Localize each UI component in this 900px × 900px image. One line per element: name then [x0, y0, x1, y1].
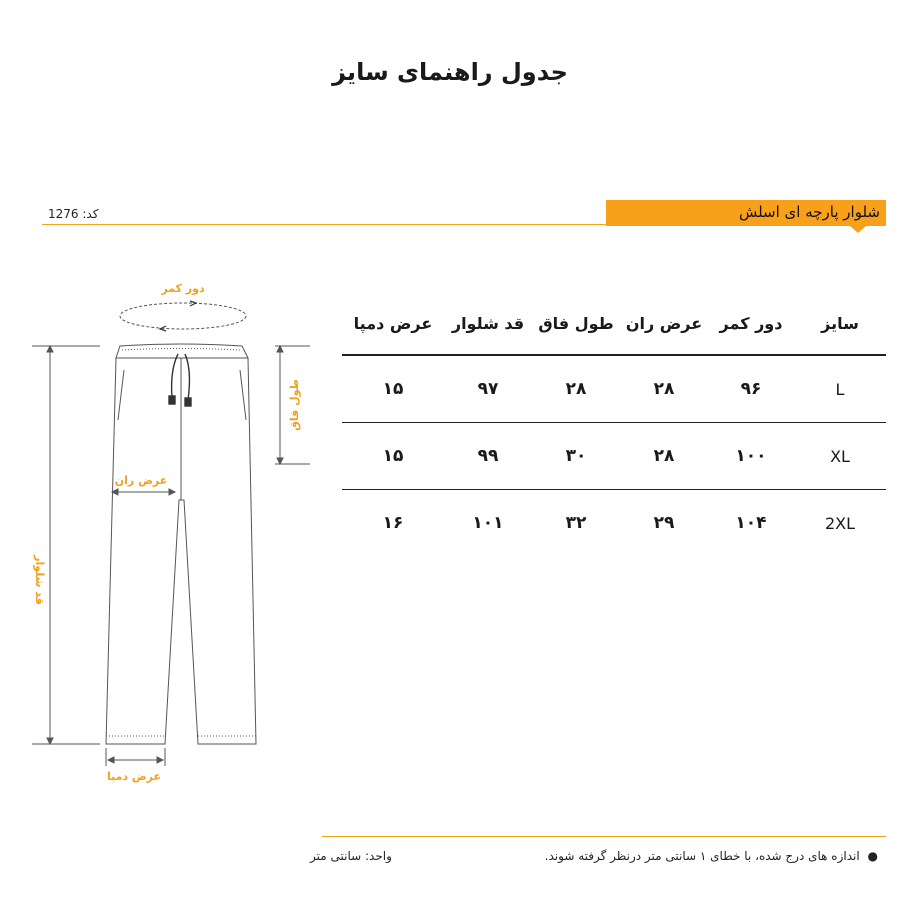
- thigh-measure: [112, 489, 175, 495]
- cell-size: XL: [794, 423, 886, 490]
- product-code-value: 1276: [48, 207, 79, 221]
- header-divider: [42, 224, 606, 225]
- banner-tail: [850, 226, 866, 233]
- cell-hem: ۱۵: [342, 423, 444, 490]
- cell-length: ۱۰۱: [472, 513, 504, 533]
- size-table: [342, 292, 886, 556]
- product-code: [48, 207, 98, 221]
- header-rise: طول فاق: [532, 292, 620, 355]
- table-row: [342, 490, 886, 557]
- product-banner: [606, 200, 886, 226]
- cell-length: ۹۷: [444, 355, 532, 423]
- pants-measurement-diagram: [20, 270, 310, 800]
- page-title: جدول راهنمای سایز: [332, 58, 568, 86]
- cell-rise: ۳۰: [532, 423, 620, 490]
- drawstring: [169, 354, 191, 406]
- cell-waist: ۱۰۴: [735, 513, 767, 533]
- measurement-note-text: اندازه های درج شده، با خطای ۱ سانتی متر درنظر گرفته شوند.: [544, 849, 860, 863]
- table-row: [342, 355, 886, 423]
- footer-divider: [322, 836, 886, 837]
- cell-length: ۹۹: [444, 423, 532, 490]
- product-code-label: کد:: [82, 207, 99, 221]
- header-size: سایز: [794, 292, 886, 355]
- bullet-icon: ●: [867, 849, 878, 863]
- header-length: قد شلوار: [444, 292, 532, 355]
- cell-size: L: [794, 355, 886, 423]
- product-name: شلوار پارچه ای اسلش: [738, 203, 880, 221]
- table-row: [342, 423, 886, 490]
- pants-outline: [106, 344, 256, 744]
- header-thigh: عرض ران: [620, 292, 708, 355]
- cell-thigh: ۲۸: [620, 423, 708, 490]
- cell-waist: ۱۰۰: [708, 423, 794, 490]
- thigh-label: عرض ران: [114, 474, 168, 487]
- cell-waist: ۹۶: [708, 355, 794, 423]
- rise-label: طول فاق: [288, 379, 301, 431]
- header-hem: عرض دمپا: [342, 292, 444, 355]
- cell-hem: ۱۵: [342, 355, 444, 423]
- hem-label: عرض دمپا: [106, 770, 162, 783]
- hem-measure: [106, 748, 165, 766]
- cell-hem: ۱۶: [382, 513, 404, 533]
- waist-label: دور کمر: [161, 282, 205, 295]
- length-label: قد شلوار: [33, 555, 46, 605]
- cell-thigh: ۲۹: [653, 513, 675, 533]
- header-waist: دور کمر: [708, 292, 794, 355]
- unit-label: واحد: سانتی متر: [310, 849, 392, 863]
- table-header-row: [342, 292, 886, 355]
- length-measure: [32, 346, 100, 744]
- waist-ellipse: [120, 303, 246, 329]
- cell-rise: ۳۲: [565, 513, 587, 533]
- cell-thigh: ۲۸: [620, 355, 708, 423]
- cell-rise: ۲۸: [532, 355, 620, 423]
- measurement-note: [545, 849, 878, 863]
- cell-size: 2XL: [824, 513, 856, 533]
